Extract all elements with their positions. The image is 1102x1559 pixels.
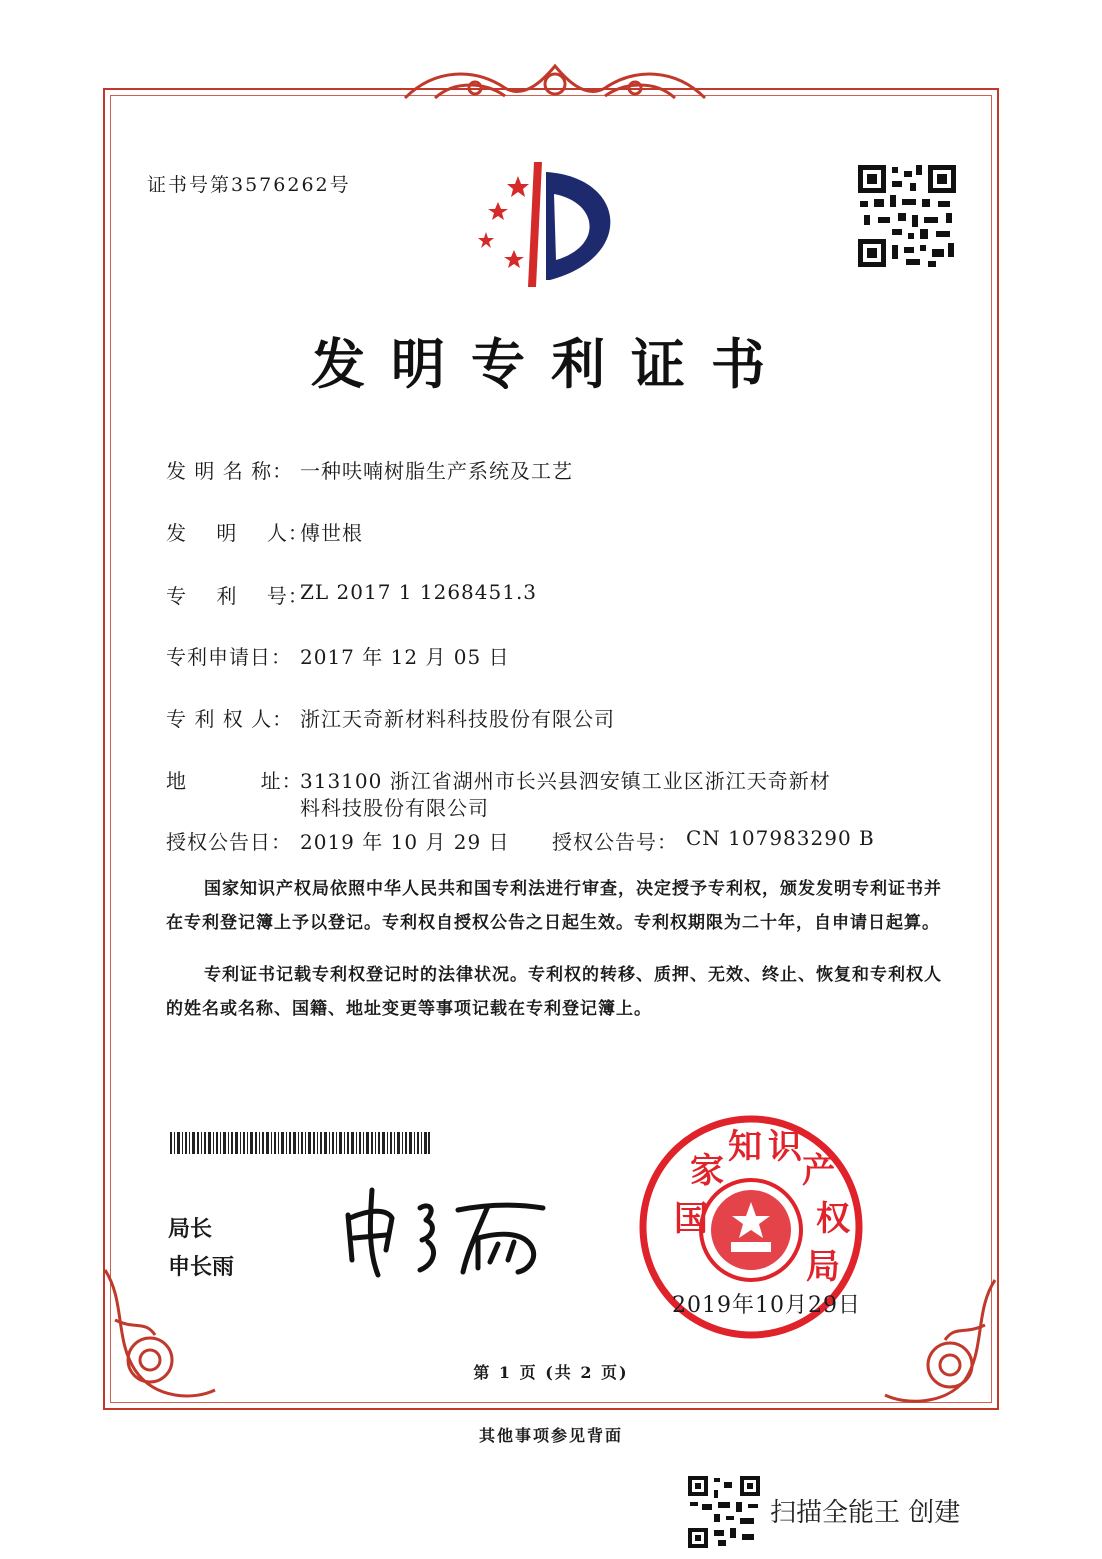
field-label-announcement-number: 授权公告号： (552, 830, 678, 854)
paragraph-grant-statement: 国家知识产权局依照中华人民共和国专利法进行审查，决定授予专利权，颁发发明专利证书并在专利登记簿上予以登记。专利权自授权公告之日起生效。专利权期限为二十年，自申请日起算。 (166, 879, 942, 933)
field-label-patentee: 专 利 权 人： (166, 707, 294, 731)
svg-text:识: 识 (768, 1127, 802, 1167)
signer-name: 申长雨 (168, 1254, 235, 1280)
seal-date: 2019年10月29日 (672, 1293, 861, 1318)
field-value-inventor: 傅世根 (300, 521, 363, 545)
field-label-patent-number: 专 利 号： (166, 584, 309, 608)
field-value-address: 313100 浙江省湖州市长兴县泗安镇工业区浙江天奇新材 (300, 769, 831, 793)
field-label-invention-name: 发 明 名 称： (166, 459, 294, 483)
field-value-grant-date: 2019 年 10 月 29 日 (300, 830, 510, 854)
field-value-invention-name: 一种呋喃树脂生产系统及工艺 (300, 459, 573, 483)
field-label-inventor: 发 明 人： (166, 521, 309, 545)
qr-code-icon (858, 165, 956, 267)
handwritten-signature-icon (338, 1180, 558, 1280)
field-label-application-date: 专利申请日： (166, 645, 292, 669)
page-info: 第 1 页 (共 2 页) (473, 1363, 629, 1382)
corner-ornament-left-icon (95, 1260, 225, 1410)
footer-note: 其他事项参见背面 (478, 1426, 623, 1445)
field-label-address: 地 址： (166, 769, 303, 793)
svg-text:知: 知 (728, 1127, 762, 1167)
svg-text:局: 局 (806, 1247, 840, 1287)
svg-text:国: 国 (674, 1199, 708, 1239)
barcode-icon (170, 1132, 430, 1154)
svg-text:权: 权 (816, 1199, 850, 1239)
certificate-title: 发明专利证书 (311, 332, 791, 396)
field-value-address-line2: 料科技股份有限公司 (300, 796, 489, 820)
scanner-watermark-text: 扫描全能王 创建 (770, 1498, 961, 1528)
patent-office-logo-icon (476, 162, 636, 287)
paragraph-legal-status: 专利证书记载专利权登记时的法律状况。专利权的转移、质押、无效、终止、恢复和专利权人的姓名或名称、国籍、地址变更等事项记载在专利登记簿上。 (166, 965, 942, 1019)
signer-title: 局长 (168, 1216, 213, 1242)
field-label-grant-date: 授权公告日： (166, 830, 292, 854)
scanner-qr-icon (688, 1476, 760, 1548)
svg-text:家: 家 (690, 1151, 724, 1191)
field-value-patent-number: ZL 2017 1 1268451.3 (300, 580, 538, 604)
top-ornament-icon (395, 58, 715, 108)
field-value-patentee: 浙江天奇新材料科技股份有限公司 (300, 707, 615, 731)
corner-ornament-right-icon (880, 1270, 1005, 1410)
certificate-number: 证书号第3576262号 (147, 174, 351, 196)
svg-text:产: 产 (802, 1151, 836, 1191)
field-value-application-date: 2017 年 12 月 05 日 (300, 645, 510, 669)
field-value-announcement-number: CN 107983290 B (686, 826, 875, 850)
